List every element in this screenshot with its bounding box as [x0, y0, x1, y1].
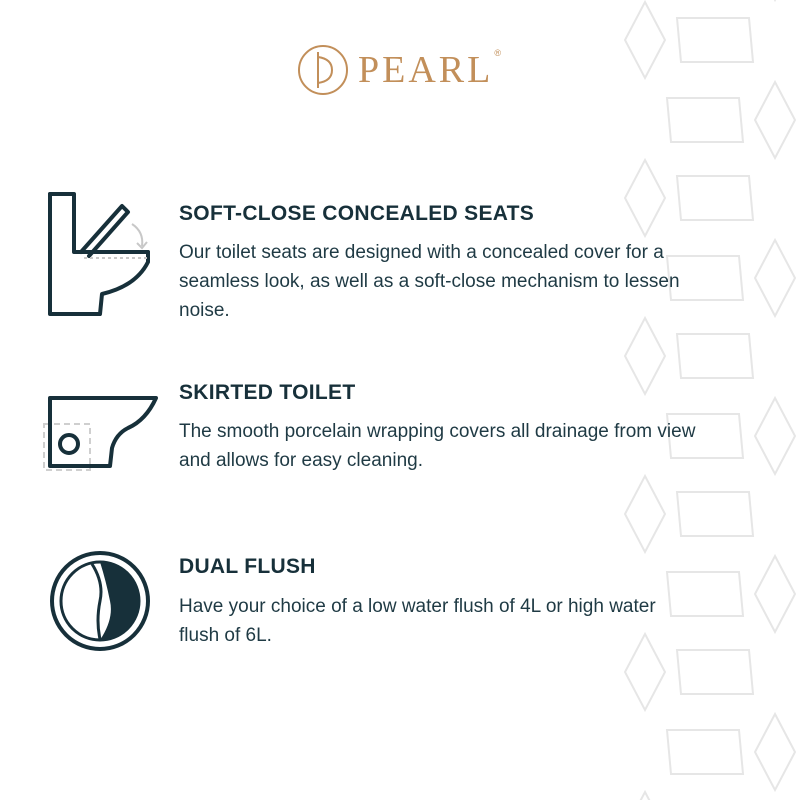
pattern-diamond [755, 398, 795, 474]
feature-title: DUAL FLUSH [179, 555, 316, 578]
pattern-diamond [677, 334, 753, 378]
pattern-diamond [625, 792, 665, 800]
feature-title: SKIRTED TOILET [179, 381, 356, 404]
skirted-toilet-icon [42, 394, 162, 474]
pattern-diamond [677, 492, 753, 536]
pattern-diamond [625, 160, 665, 236]
pattern-diamond [625, 318, 665, 394]
soft-close-toilet-icon [44, 190, 156, 320]
feature-description: Our toilet seats are designed with a concealed cover for a seamless look, as well as a soft-close mechanism to lessen noise. [179, 242, 680, 321]
pattern-diamond [625, 2, 665, 78]
pattern-diamond [667, 730, 743, 774]
pattern-diamond [755, 240, 795, 316]
feature-description: The smooth porcelain wrapping covers all drainage from view and allows for easy cleaning. [179, 421, 696, 471]
feature-title: SOFT-CLOSE CONCEALED SEATS [179, 202, 535, 225]
feature-description: Have your choice of a low water flush of 4L or high water flush of 6L. [179, 596, 656, 646]
pattern-diamond [677, 650, 753, 694]
pattern-diamond [625, 476, 665, 552]
pattern-diamond [667, 98, 743, 142]
registered-mark: ® [494, 48, 501, 58]
brand-logo [296, 42, 501, 98]
pattern-diamond [755, 82, 795, 158]
pattern-diamond [755, 556, 795, 632]
pattern-diamond [677, 18, 753, 62]
pearl-monogram-icon [296, 43, 350, 97]
dual-flush-icon [48, 549, 152, 653]
pattern-diamond [755, 714, 795, 790]
brand-name: PEARL [358, 49, 494, 91]
pattern-diamond [677, 176, 753, 220]
